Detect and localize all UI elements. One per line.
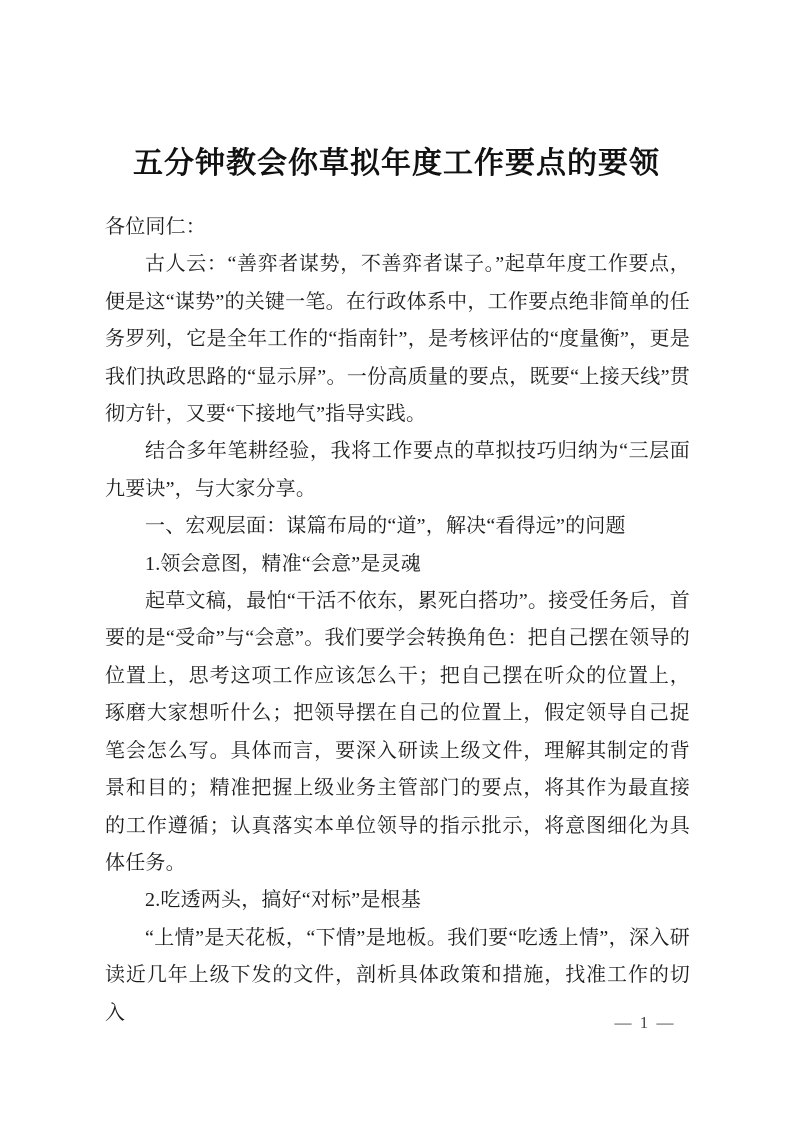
paragraph: 古人云：“善弈者谋势，不善弈者谋子。”起草年度工作要点，便是这“谋势”的关键一笔。在行政体系中，工作要点绝非简单的任务罗列，它是全年工作的“指南针”，是考核评估的“度量衡”，更是我们执政思路的“显示屏”。一份高质量的要点，既要“上接天线”贯彻方针，又要“下接地气”指导实践。 [105, 253, 690, 426]
document-body [105, 209, 690, 1032]
sub-heading: 1.领会意图，精准“会意”是灵魂 [145, 552, 421, 575]
page-number: — 1 — [614, 1013, 676, 1032]
section-heading: 一、宏观层面：谋篇布局的“道”，解决“看得远”的问题 [145, 515, 626, 538]
paragraph: 结合多年笔耕经验，我将工作要点的草拟技巧归纳为“三层面九要诀”，与大家分享。 [105, 440, 690, 500]
salutation: 各位同仁： [105, 216, 206, 238]
paragraph: 起草文稿，最怕“干活不依东，累死白搭功”。接受任务后，首要的是“受命”与“会意”。我们要学会转换角色：把自己摆在领导的位置上，思考这项工作应该怎么干；把自己摆在听众的位置上，琢磨大家想听什么；把领导摆在自己的位置上，假定领导自己捉笔会怎么写。具体而言，要深入研读上级文件，理解其制定的背景和目的；精准把握上级业务主管部门的要点，将其作为最直接的工作遵循；认真落实本单位领导的指示批示，将意图细化为具体任务。 [105, 590, 690, 874]
document-title: 五分钟教会你草拟年度工作要点的要领 [133, 147, 660, 180]
paragraph: “上情”是天花板，“下情”是地板。我们要“吃透上情”，深入研读近几年上级下发的文件，剖析具体政策和措施，找准工作的切入 [105, 926, 690, 1024]
sub-heading: 2.吃透两头，搞好“对标”是根基 [145, 889, 421, 912]
